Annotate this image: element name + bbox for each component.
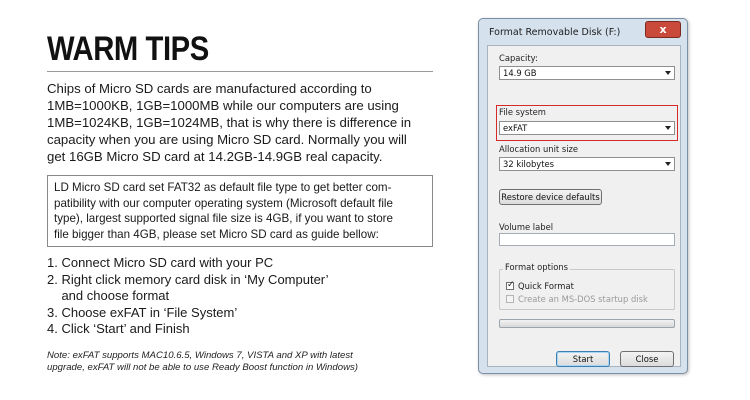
intro-line: 1MB=1000KB, 1GB=1000MB while our computers are using	[47, 98, 399, 113]
format-options-label: Format options	[505, 262, 569, 272]
allocation-dropdown[interactable]	[499, 157, 675, 171]
fat-line: file bigger than 4GB, please set Micro SD card as guide bellow:	[54, 227, 379, 241]
chevron-down-icon	[665, 162, 671, 166]
capacity-value: 14.9 GB	[503, 68, 537, 78]
chevron-down-icon	[665, 71, 671, 75]
msdos-startup-label[interactable]: Create an MS-DOS startup disk	[518, 294, 648, 304]
start-button[interactable]: Start	[556, 351, 610, 367]
checkmark-icon: ✓	[507, 280, 515, 290]
quick-format-checkbox[interactable]	[506, 282, 514, 290]
filesystem-value: exFAT	[503, 123, 528, 133]
dialog-title: Format Removable Disk (F:)	[489, 27, 621, 38]
steps-list	[47, 255, 433, 338]
tips-title: WARM TIPS	[47, 30, 209, 68]
filesystem-label: File system	[499, 107, 546, 117]
fat-line: LD Micro SD card set FAT32 as default file type to get better com-	[54, 181, 392, 194]
chevron-down-icon	[665, 126, 671, 130]
close-icon[interactable]: x	[645, 21, 681, 38]
dialog-body	[487, 45, 681, 367]
restore-defaults-button[interactable]: Restore device defaults	[499, 189, 602, 205]
close-button[interactable]: Close	[620, 351, 674, 367]
capacity-label: Capacity:	[499, 53, 538, 63]
note-line: Note: exFAT supports MAC10.6.5, Windows 7, VISTA and XP with latest	[47, 349, 353, 361]
intro-line: Chips of Micro SD cards are manufactured according to	[47, 81, 372, 96]
allocation-value: 32 kilobytes	[503, 159, 555, 169]
intro-line: 1MB=1024KB, 1GB=1024MB, that is why there is difference in	[47, 115, 412, 130]
intro-line: capacity when you are using Micro SD card. Normally you will	[47, 132, 407, 147]
volume-label-input[interactable]	[499, 233, 675, 246]
fat-line: type), largest supported signal file size is 4GB, if you want to store	[54, 212, 393, 225]
capacity-dropdown[interactable]	[499, 66, 675, 80]
fat32-info-box	[47, 175, 433, 247]
step-item: 1. Connect Micro SD card with your PC	[47, 255, 274, 270]
step-item: 4. Click ‘Start’ and Finish	[47, 321, 190, 336]
title-divider	[47, 71, 433, 72]
allocation-label: Allocation unit size	[499, 144, 579, 154]
msdos-startup-checkbox[interactable]	[506, 295, 514, 303]
step-item: 2. Right click memory card disk in ‘My Computer’	[47, 271, 329, 287]
step-item: 3. Choose exFAT in ‘File System’	[47, 304, 238, 320]
fat-line: patibility with our computer operating system (Microsoft default file	[54, 196, 393, 210]
dialog-titlebar[interactable]	[479, 19, 687, 45]
filesystem-dropdown[interactable]	[499, 121, 675, 135]
step-item: and choose format	[47, 288, 170, 303]
intro-line: get 16GB Micro SD card at 14.2GB-14.9GB real capacity.	[47, 149, 383, 164]
intro-paragraph	[47, 80, 433, 165]
note-line: upgrade, exFAT will not be able to use Ready Boost function in Windows)	[47, 362, 358, 373]
warm-tips-panel	[47, 30, 433, 375]
exfat-note	[47, 350, 433, 375]
volume-label: Volume label	[499, 222, 554, 232]
quick-format-label[interactable]: Quick Format	[518, 281, 574, 291]
format-progress-bar	[499, 319, 675, 328]
format-dialog	[478, 18, 688, 374]
